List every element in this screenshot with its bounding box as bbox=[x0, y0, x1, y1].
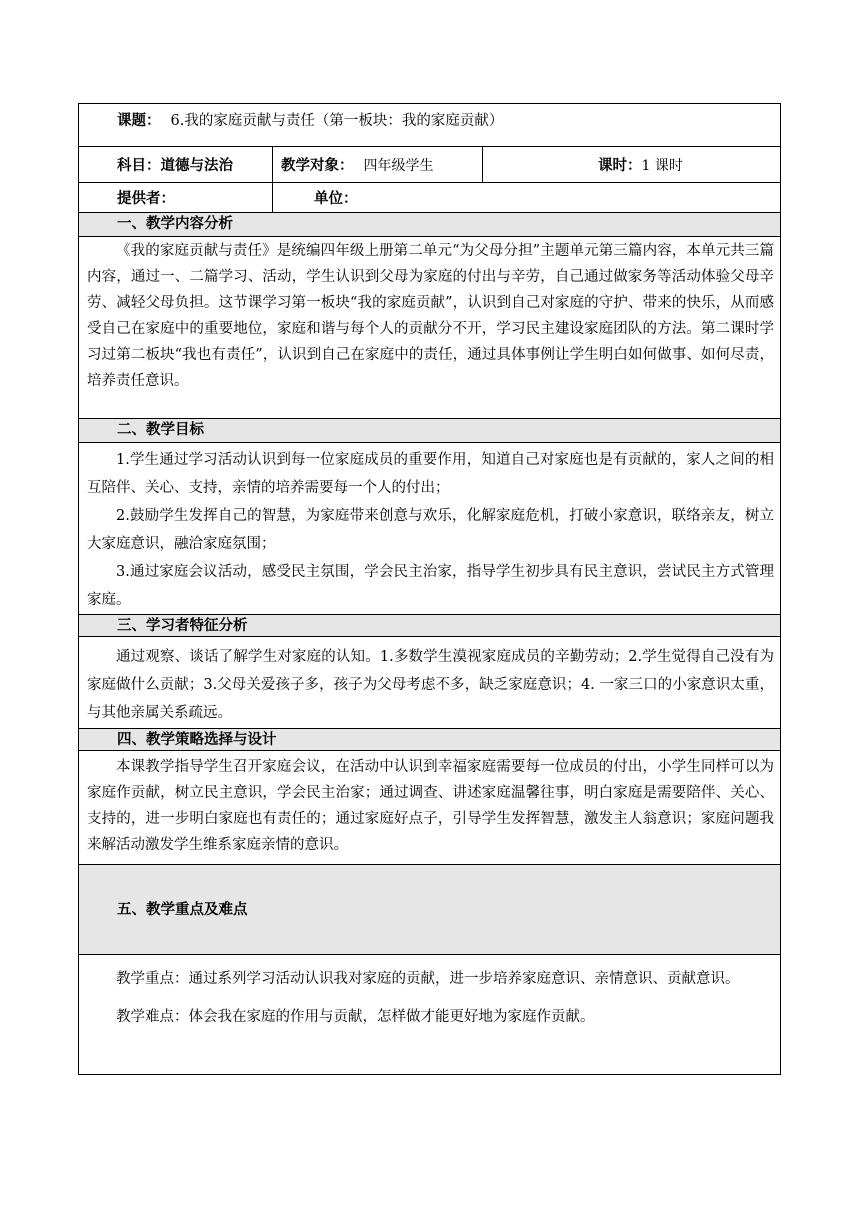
section-header bbox=[78, 615, 781, 637]
subject-row bbox=[78, 147, 781, 183]
section-header bbox=[78, 419, 781, 443]
column-divider bbox=[272, 183, 273, 212]
audience-value: 四年级学生 bbox=[363, 157, 434, 174]
section-title: 四、教学策略选择与设计 bbox=[117, 732, 277, 748]
section-header bbox=[78, 729, 781, 751]
unit-label: 单位： bbox=[314, 191, 358, 207]
section-title: 五、教学重点及难点 bbox=[117, 901, 248, 918]
provider-row bbox=[78, 183, 781, 213]
subject-value: 道德与法治 bbox=[160, 158, 233, 174]
paragraph: 1.学生通过学习活动认识到每一位家庭成员的重要作用，知道自己对家庭也是有贡献的，家人之间的相互陪伴、关心、支持，亲情的培养需要每一个人的付出； bbox=[87, 452, 774, 496]
section-title: 二、教学目标 bbox=[117, 422, 204, 438]
section-body bbox=[78, 751, 781, 865]
section-title: 三、学习者特征分析 bbox=[117, 618, 248, 634]
section-body bbox=[78, 443, 781, 615]
section-header bbox=[78, 865, 781, 955]
title-label: 课题： bbox=[117, 112, 161, 129]
column-divider bbox=[272, 147, 273, 182]
paragraph: 通过观察、谈话了解学生对家庭的认知。1.多数学生漠视家庭成员的辛勤劳动；2.学生觉得自己没有为家庭做什么贡献；3.父母关爱孩子多，孩子为父母考虑不多，缺乏家庭意识；4. 一家三口的小家意识太重，与其他亲属关系疏远。 bbox=[87, 649, 774, 721]
paragraph: 2.鼓励学生发挥自己的智慧，为家庭带来创意与欢乐，化解家庭危机，打破小家意识，联络亲友，树立大家庭意识，融洽家庭氛围； bbox=[87, 508, 774, 552]
section-header bbox=[78, 213, 781, 237]
paragraph: 本课教学指导学生召开家庭会议，在活动中认识到幸福家庭需要每一位成员的付出，小学生同样可以为家庭作贡献，树立民主意识，学会民主治家；通过调查、讲述家庭温馨往事，明白家庭是需要陪伴、关心、支持的，进一步明白家庭也有责任的；通过家庭好点子，引导学生发挥智慧，激发主人翁意识；家庭问题我来解活动激发学生维系家庭亲情的意识。 bbox=[87, 759, 774, 853]
paragraph: 3.通过家庭会议活动，感受民主氛围，学会民主治家，指导学生初步具有民主意识，尝试民主方式管理家庭。 bbox=[87, 564, 774, 608]
hours-label: 课时： bbox=[598, 158, 642, 174]
subject-label: 科目： bbox=[117, 158, 161, 174]
lesson-plan-table bbox=[78, 103, 781, 1075]
paragraph: 教学难点：体会我在家庭的作用与贡献，怎样做才能更好地为家庭作贡献。 bbox=[116, 1009, 595, 1025]
section-body bbox=[78, 955, 781, 1075]
audience-label: 教学对象： bbox=[281, 158, 354, 174]
column-divider bbox=[482, 147, 483, 182]
section-body bbox=[78, 637, 781, 729]
section-body bbox=[78, 237, 781, 419]
hours-value: 1 课时 bbox=[641, 157, 683, 174]
paragraph: 教学重点：通过系列学习活动认识我对家庭的贡献，进一步培养家庭意识、亲情意识、贡献意识。 bbox=[116, 971, 740, 987]
title-value: 6.我的家庭贡献与责任（第一板块：我的家庭贡献） bbox=[170, 112, 504, 129]
paragraph: 《我的家庭贡献与责任》是统编四年级上册第二单元“为父母分担”主题单元第三篇内容，本单元共三篇内容，通过一、二篇学习、活动，学生认识到父母为家庭的付出与辛劳，自己通过做家务等活动体验父母辛劳、减轻父母负担。这节课学习第一板块“我的家庭贡献”，认识到自己对家庭的守护、带来的快乐，从而感受自己在家庭中的重要地位，家庭和谐与每个人的贡献分不开，学习民主建设家庭团队的方法。第二课时学习过第二板块“我也有责任”，认识到自己在家庭中的责任，通过具体事例让学生明白如何做事、如何尽责，培养责任意识。 bbox=[87, 243, 774, 389]
provider-label: 提供者： bbox=[117, 191, 175, 207]
title-row bbox=[78, 103, 781, 147]
section-title: 一、教学内容分析 bbox=[117, 216, 233, 232]
